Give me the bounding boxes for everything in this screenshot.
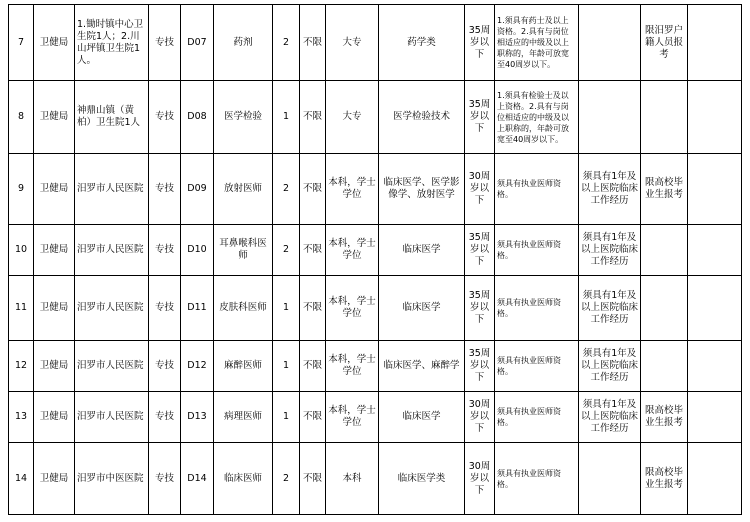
cell-unit: 汨罗市人民医院 <box>75 154 149 225</box>
cell-gender: 不限 <box>300 154 326 225</box>
cell-major: 药学类 <box>379 5 465 81</box>
cell-education: 本科 <box>326 443 379 515</box>
cell-post: 放射医师 <box>214 154 273 225</box>
cell-age: 30周岁以下 <box>465 154 495 225</box>
cell-dept: 卫健局 <box>34 154 75 225</box>
recruitment-table <box>8 4 742 515</box>
cell-post: 药剂 <box>214 5 273 81</box>
cell-major: 临床医学 <box>379 225 465 276</box>
cell-education: 大专 <box>326 81 379 154</box>
cell-unit: 汨罗市人民医院 <box>75 341 149 392</box>
cell-age: 35周岁以下 <box>465 5 495 81</box>
cell-education: 本科，学士学位 <box>326 341 379 392</box>
cell-post: 医学检验 <box>214 81 273 154</box>
cell-no: 13 <box>9 392 34 443</box>
cell-unit: 汨罗市中医医院 <box>75 443 149 515</box>
cell-code: D08 <box>181 81 214 154</box>
cell-unit: 汨罗市人民医院 <box>75 225 149 276</box>
cell-major: 临床医学类 <box>379 443 465 515</box>
cell-code: D13 <box>181 392 214 443</box>
cell-age: 35周岁以下 <box>465 225 495 276</box>
cell-dept: 卫健局 <box>34 225 75 276</box>
cell-major: 临床医学 <box>379 392 465 443</box>
cell-dept: 卫健局 <box>34 443 75 515</box>
cell-note <box>641 276 688 341</box>
cell-major: 医学检验技术 <box>379 81 465 154</box>
cell-count: 2 <box>273 5 300 81</box>
cell-experience <box>579 443 641 515</box>
cell-gender: 不限 <box>300 81 326 154</box>
cell-no: 11 <box>9 276 34 341</box>
cell-experience <box>579 81 641 154</box>
table-row <box>9 443 742 515</box>
cell-no: 9 <box>9 154 34 225</box>
table-row <box>9 276 742 341</box>
cell-blank <box>688 443 742 515</box>
cell-requirements: 须具有执业医师资格。 <box>495 392 579 443</box>
cell-category: 专技 <box>149 443 181 515</box>
cell-age: 35周岁以下 <box>465 81 495 154</box>
cell-no: 12 <box>9 341 34 392</box>
cell-education: 本科，学士学位 <box>326 225 379 276</box>
cell-note: 限高校毕业生报考 <box>641 154 688 225</box>
cell-note <box>641 225 688 276</box>
cell-post: 临床医师 <box>214 443 273 515</box>
cell-no: 10 <box>9 225 34 276</box>
cell-unit: 汨罗市人民医院 <box>75 276 149 341</box>
cell-requirements: 须具有执业医师资格。 <box>495 341 579 392</box>
cell-requirements: 1.须具有药士及以上资格。2.具有与岗位相适应的中级及以上职称的，年龄可放宽至40周岁以下。 <box>495 5 579 81</box>
cell-age: 35周岁以下 <box>465 276 495 341</box>
cell-code: D14 <box>181 443 214 515</box>
cell-note <box>641 341 688 392</box>
cell-unit: 1.锄时镇中心卫生院1人；2.川山坪镇卫生院1人。 <box>75 5 149 81</box>
table-row <box>9 5 742 81</box>
cell-category: 专技 <box>149 392 181 443</box>
cell-blank <box>688 392 742 443</box>
table-row <box>9 225 742 276</box>
cell-blank <box>688 276 742 341</box>
cell-gender: 不限 <box>300 443 326 515</box>
cell-education: 本科，学士学位 <box>326 154 379 225</box>
cell-note: 限高校毕业生报考 <box>641 443 688 515</box>
table-row <box>9 81 742 154</box>
cell-code: D11 <box>181 276 214 341</box>
cell-blank <box>688 5 742 81</box>
cell-code: D09 <box>181 154 214 225</box>
cell-count: 2 <box>273 443 300 515</box>
cell-category: 专技 <box>149 5 181 81</box>
cell-category: 专技 <box>149 81 181 154</box>
cell-gender: 不限 <box>300 392 326 443</box>
cell-blank <box>688 81 742 154</box>
cell-experience: 须具有1年及以上医院临床工作经历 <box>579 225 641 276</box>
cell-blank <box>688 154 742 225</box>
cell-note: 限高校毕业生报考 <box>641 392 688 443</box>
cell-dept: 卫健局 <box>34 276 75 341</box>
cell-age: 30周岁以下 <box>465 392 495 443</box>
cell-education: 本科，学士学位 <box>326 392 379 443</box>
cell-requirements: 须具有执业医师资格。 <box>495 443 579 515</box>
cell-gender: 不限 <box>300 341 326 392</box>
cell-major: 临床医学、医学影像学、放射医学 <box>379 154 465 225</box>
cell-requirements: 1.须具有检验士及以上资格。2.具有与岗位相适应的中级及以上职称的，年龄可放宽至40周岁以下。 <box>495 81 579 154</box>
cell-category: 专技 <box>149 276 181 341</box>
cell-count: 2 <box>273 225 300 276</box>
cell-code: D07 <box>181 5 214 81</box>
cell-requirements: 须具有执业医师资格。 <box>495 225 579 276</box>
cell-count: 1 <box>273 81 300 154</box>
cell-count: 2 <box>273 154 300 225</box>
cell-experience: 须具有1年及以上医院临床工作经历 <box>579 341 641 392</box>
table-row <box>9 392 742 443</box>
cell-experience: 须具有1年及以上医院临床工作经历 <box>579 154 641 225</box>
cell-category: 专技 <box>149 154 181 225</box>
cell-category: 专技 <box>149 341 181 392</box>
cell-count: 1 <box>273 341 300 392</box>
cell-blank <box>688 225 742 276</box>
cell-no: 8 <box>9 81 34 154</box>
cell-age: 35周岁以下 <box>465 341 495 392</box>
cell-no: 7 <box>9 5 34 81</box>
cell-dept: 卫健局 <box>34 81 75 154</box>
cell-gender: 不限 <box>300 5 326 81</box>
cell-post: 皮肤科医师 <box>214 276 273 341</box>
cell-category: 专技 <box>149 225 181 276</box>
cell-experience <box>579 5 641 81</box>
cell-education: 大专 <box>326 5 379 81</box>
cell-dept: 卫健局 <box>34 341 75 392</box>
cell-count: 1 <box>273 276 300 341</box>
cell-experience: 须具有1年及以上医院临床工作经历 <box>579 392 641 443</box>
cell-gender: 不限 <box>300 225 326 276</box>
cell-education: 本科，学士学位 <box>326 276 379 341</box>
cell-note: 限汨罗户籍人员报考 <box>641 5 688 81</box>
cell-requirements: 须具有执业医师资格。 <box>495 154 579 225</box>
cell-blank <box>688 341 742 392</box>
cell-unit: 汨罗市人民医院 <box>75 392 149 443</box>
cell-post: 病理医师 <box>214 392 273 443</box>
cell-gender: 不限 <box>300 276 326 341</box>
cell-code: D12 <box>181 341 214 392</box>
cell-dept: 卫健局 <box>34 392 75 443</box>
cell-experience: 须具有1年及以上医院临床工作经历 <box>579 276 641 341</box>
cell-major: 临床医学、麻醉学 <box>379 341 465 392</box>
table-row <box>9 341 742 392</box>
cell-requirements: 须具有执业医师资格。 <box>495 276 579 341</box>
table-row <box>9 154 742 225</box>
cell-count: 1 <box>273 392 300 443</box>
cell-post: 耳鼻喉科医师 <box>214 225 273 276</box>
cell-post: 麻醉医师 <box>214 341 273 392</box>
cell-no: 14 <box>9 443 34 515</box>
cell-major: 临床医学 <box>379 276 465 341</box>
cell-note <box>641 81 688 154</box>
cell-code: D10 <box>181 225 214 276</box>
cell-dept: 卫健局 <box>34 5 75 81</box>
cell-unit: 神鼎山镇（黄柏）卫生院1人 <box>75 81 149 154</box>
cell-age: 30周岁以下 <box>465 443 495 515</box>
